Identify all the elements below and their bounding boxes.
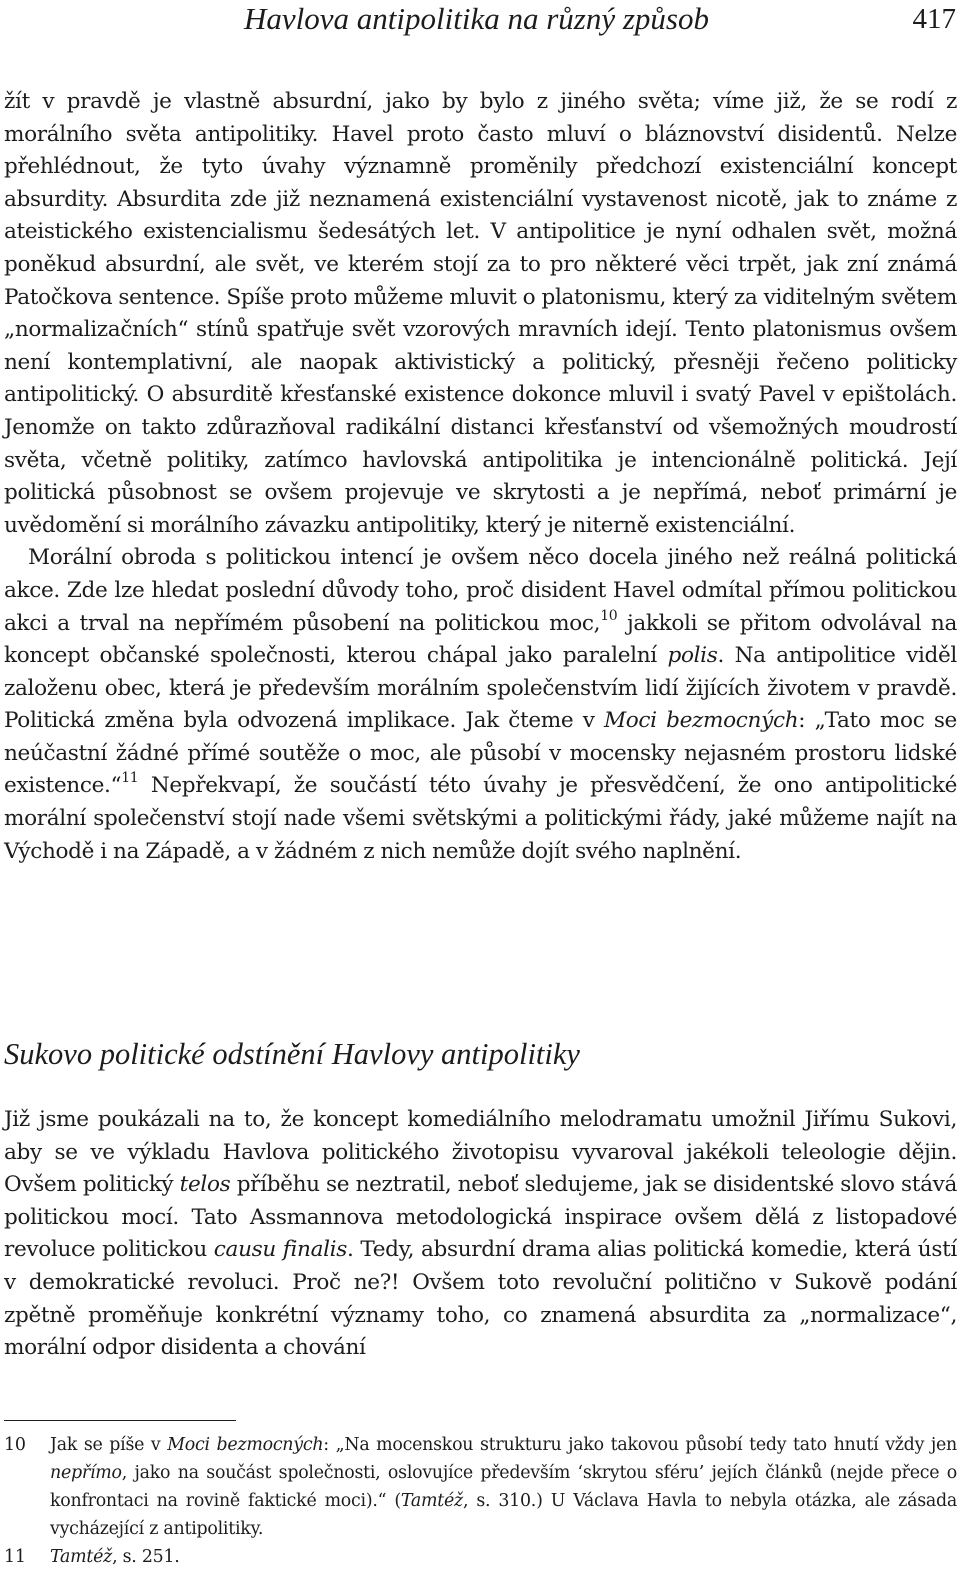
footnote-ref-10: 10 bbox=[600, 607, 618, 624]
paragraph-2-text: jakkoli se přitom odvolával na koncept občanské společnosti, kterou chápal jako paralelní bbox=[4, 610, 957, 669]
page-header bbox=[0, 0, 960, 40]
footnotes bbox=[4, 1431, 957, 1571]
section-paragraph-text: Již jsme poukázali na to, že koncept komediálního melodramatu umožnil Jiřímu Sukovi, aby se ve výkladu Havlova politického životopisu vyvaroval jakékoli teleologie dějin. Ovšem politický bbox=[4, 1107, 957, 1198]
footnote-text: Jak se píše v bbox=[50, 1435, 168, 1455]
page-number: 417 bbox=[912, 3, 956, 35]
footnote-number: 11 bbox=[4, 1547, 26, 1567]
footnote-number: 10 bbox=[4, 1435, 26, 1455]
paragraph-1-text: žít v pravdě je vlastně absurdní, jako by bylo z jiného světa; víme již, že se rodí z morálního světa antipolitiky. Havel proto často mluví o bláznovství disidentů. Nelze přehlédnout, že tyto úvahy významně proměnily předchozí existenciální koncept absurdity. Absurdita zde již neznamená existenciální vystavenost nicotě, jak to známe z ateistického existencialismu šedesátých let. V antipolitice je nyní odhalen svět, možná poněkud absurdní, ale svět, ve kterém stojí za to pro některé věci trpět, jak zní známá Patočkova sentence. Spíše proto můžeme mluvit o platonismu, který za viditelným světem „normalizačních“ stínů spatřuje svět vzorových mravních idejí. Tento platonismus ovšem není kontemplativní, ale naopak aktivistický a politický, přesněji řečeno politicky antipolitický. O absurditě křesťanské existence dokonce mluvil i svatý Pavel v epištolách. Jenomže on takto zdůrazňoval radikální distanci křesťanství od všemožných moudrostí světa, včetně politiky, zatímco havlovská antipolitika je intencionálně politická. Její politická působnost se ovšem projevuje ve skrytosti a je nepřímá, neboť primární je uvědomění si morálního závazku antipolitiky, který je niterně existenciální. bbox=[4, 89, 957, 538]
section-paragraph-text: . Tedy, absurdní drama alias politická komedie, která ústí v demokratické revoluci. Proč ne?! Ovšem toto revoluční politično v Sukově podání zpětně proměňuje konkrétní významy toho, co znamená absurdita za „normalizace“, morální odpor disidenta a chování bbox=[4, 1237, 957, 1361]
paragraph-2-text: . Na antipolitice viděl založenu obec, která je především morálním společenstvím lidí žijících životem v pravdě. Politická změna byla odvozená implikace. Jak čteme v bbox=[4, 643, 957, 734]
footnote-text: , jako na součást společnosti, oslovujíce především ‘skrytou sféru’ jejích článků (nejde přece o konfrontaci na rovině faktické moci).“ ( bbox=[50, 1463, 957, 1511]
body-text bbox=[4, 86, 957, 868]
emphasis-book-title: Moci bezmocných bbox=[604, 708, 799, 734]
emphasis-causa-finalis: causu finalis bbox=[213, 1237, 347, 1263]
section-heading: Sukovo politické odstínění Havlovy antipolitiky bbox=[4, 1037, 580, 1071]
footnote-separator bbox=[4, 1420, 236, 1421]
paragraph-2 bbox=[4, 542, 957, 868]
section-paragraph-1 bbox=[4, 1104, 957, 1365]
emphasis-tamtez: Tamtéž bbox=[50, 1547, 113, 1567]
paragraph-2-text: Morální obroda s politickou intencí je ovšem něco docela jiného než reálná politická akce. Zde lze hledat poslední důvody toho, proč disident Havel odmítal přímou politickou akci a trval na nepřímém působení na politickou moc, bbox=[4, 545, 957, 636]
emphasis-book-title: Moci bezmocných bbox=[167, 1435, 324, 1455]
paragraph-2-text: Nepřekvapí, že součástí této úvahy je přesvědčení, že ono antipolitické morální společenství stojí nade všemi světskými a politickými řády, jaké můžeme najít na Východě i na Západě, a v žádném z nich nemůže dojít svého naplnění. bbox=[4, 773, 957, 864]
footnote-10 bbox=[4, 1431, 957, 1543]
section-body-text bbox=[4, 1104, 957, 1365]
paragraph-1 bbox=[4, 86, 957, 542]
emphasis-tamtez: Tamtéž bbox=[400, 1491, 463, 1511]
footnote-11 bbox=[4, 1543, 957, 1571]
footnote-text: , s. 251. bbox=[112, 1547, 180, 1567]
section-paragraph-text: příběhu se neztratil, neboť sledujeme, jak se disidentské slovo stává politickou mocí. Tato Assmannova metodologická inspirace ovšem dělá z listopadové revoluce politickou bbox=[4, 1172, 957, 1263]
running-title: Havlova antipolitika na různý způsob bbox=[244, 1, 709, 36]
emphasis-telos: telos bbox=[179, 1172, 231, 1198]
emphasis-polis: polis bbox=[667, 643, 718, 669]
footnote-ref-11: 11 bbox=[121, 770, 139, 787]
footnote-text: : „Na mocenskou strukturu jako takovou působí tedy tato hnutí vždy jen bbox=[323, 1435, 957, 1455]
footnote-text: , s. 310.) U Václava Havla to nebyla otázka, ale zásada vycházející z antipolitiky. bbox=[50, 1491, 957, 1539]
paragraph-2-text: : „Tato moc se neúčastní žádné přímé soutěže o moc, ale působí v mocensky nejasném prostoru lidské existence.“ bbox=[4, 708, 957, 799]
emphasis-neprimo: nepřímo bbox=[50, 1463, 122, 1483]
